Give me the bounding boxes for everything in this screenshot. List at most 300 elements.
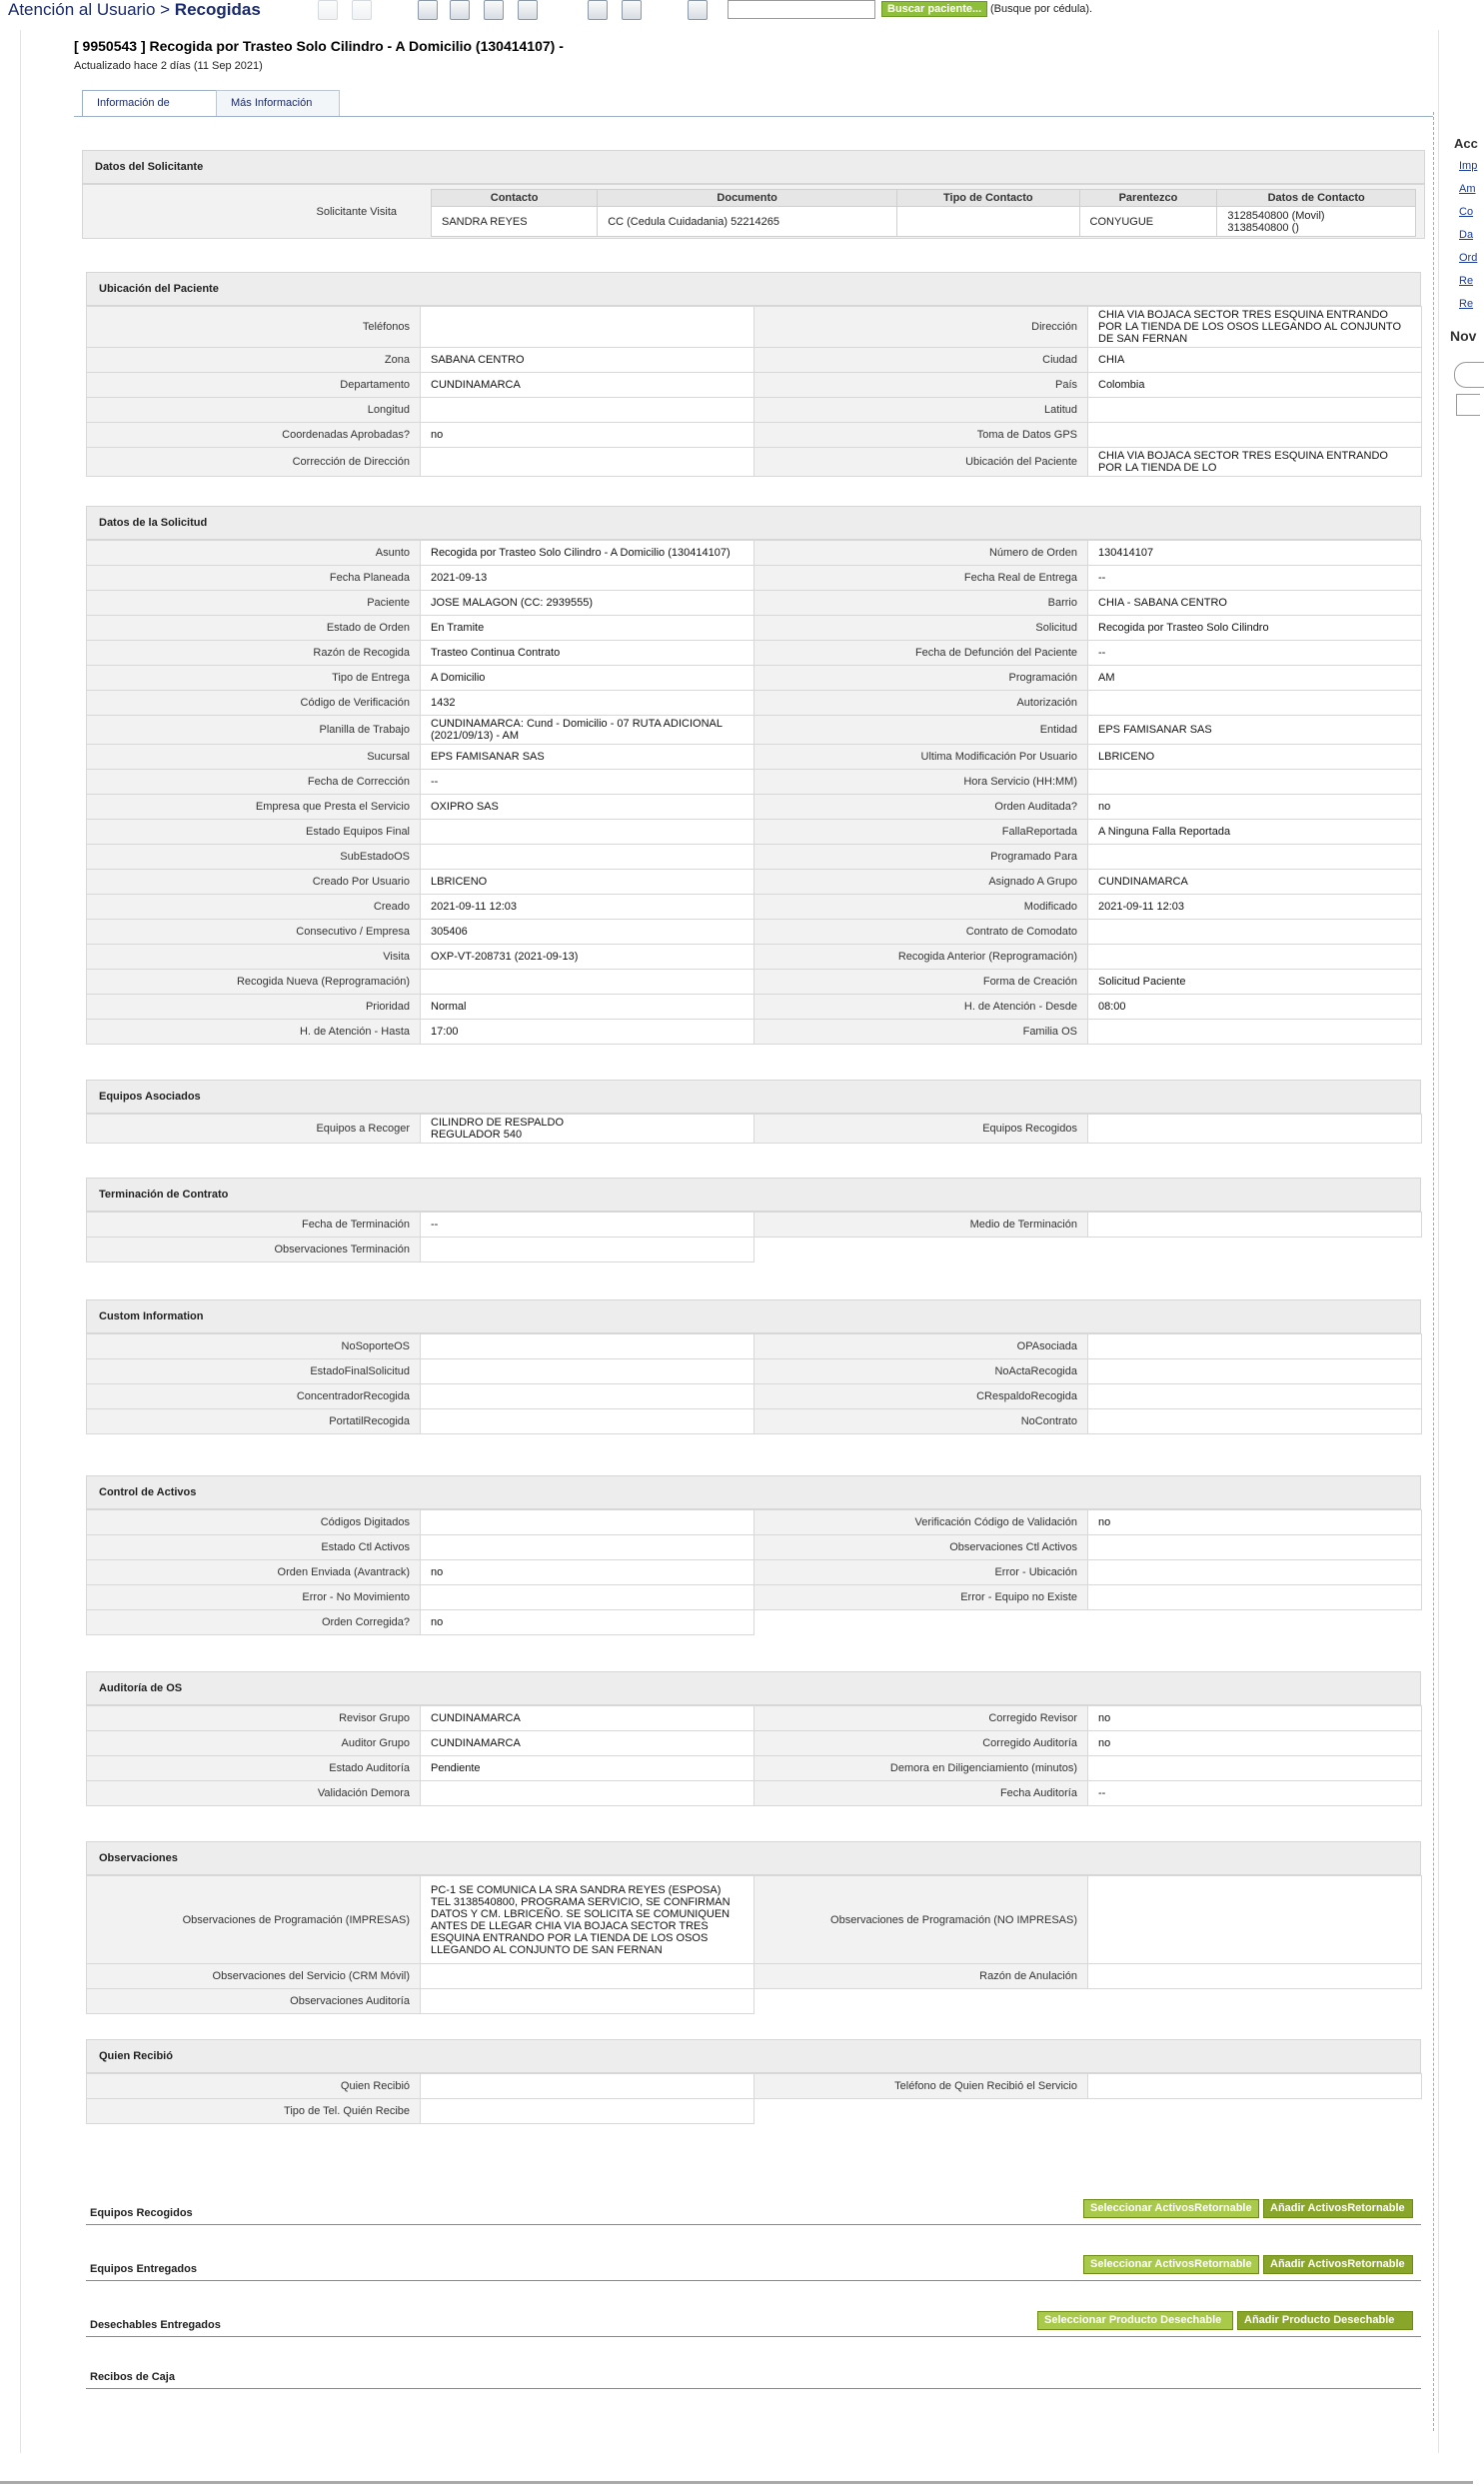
export-icon[interactable] (588, 0, 608, 20)
field-value: Recogida por Trasteo Solo Cilindro - A Domicilio (130414107) (421, 541, 754, 566)
field-label: Teléfonos (87, 307, 421, 348)
field-value: CILINDRO DE RESPALDO REGULADOR 540 (421, 1115, 754, 1144)
section-control-de-activos (86, 1475, 1421, 1635)
right-panel-link[interactable]: Am (1459, 183, 1476, 195)
field-label: Observaciones de Programación (IMPRESAS) (87, 1876, 421, 1964)
field-row (87, 566, 1422, 591)
field-value: CUNDINAMARCA (421, 1706, 754, 1731)
column-header: Tipo de Contacto (897, 190, 1079, 207)
field-label: Equipos Recogidos (754, 1115, 1088, 1144)
section-title: Equipos Asociados (86, 1080, 1421, 1114)
subsection-desechables-entregados (86, 2311, 1421, 2337)
field-label: Tipo de Tel. Quién Recibe (87, 2099, 421, 2124)
field-label: Medio de Terminación (754, 1213, 1088, 1238)
add-button[interactable]: Añadir ActivosRetornable (1263, 2199, 1413, 2218)
field-row (87, 666, 1422, 691)
field-value: CUNDINAMARCA (421, 373, 754, 398)
field-value (421, 1384, 754, 1409)
field-label: Paciente (87, 591, 421, 616)
field-value (421, 1535, 754, 1560)
field-label: Toma de Datos GPS (754, 423, 1088, 448)
field-row (87, 920, 1422, 945)
field-value: no (421, 1560, 754, 1585)
field-label: Corregido Auditoría (754, 1731, 1088, 1756)
footer-divider (0, 2481, 1473, 2484)
field-label: NoContrato (754, 1409, 1088, 1434)
field-row (87, 616, 1422, 641)
field-label: Empresa que Presta el Servicio (87, 795, 421, 820)
field-label: Teléfono de Quien Recibió el Servicio (754, 2074, 1088, 2099)
right-panel-input[interactable] (1454, 362, 1484, 388)
field-label: Coordenadas Aprobadas? (87, 423, 421, 448)
field-row (87, 795, 1422, 820)
field-value (421, 970, 754, 995)
field-row (87, 1706, 1422, 1731)
subsection-title: Desechables Entregados (90, 2319, 221, 2331)
field-label: Revisor Grupo (87, 1706, 421, 1731)
field-label: Asignado A Grupo (754, 870, 1088, 895)
field-value: -- (1088, 566, 1422, 591)
section-solicitante (82, 150, 1425, 239)
section-quien-recibi- (86, 2039, 1421, 2124)
field-label: Observaciones Ctl Activos (754, 1535, 1088, 1560)
select-button[interactable]: Seleccionar Producto Desechable (1037, 2311, 1233, 2330)
field-label: Consecutivo / Empresa (87, 920, 421, 945)
field-value: EPS FAMISANAR SAS (1088, 716, 1422, 745)
subsection-title: Equipos Entregados (90, 2263, 197, 2275)
section-title: Datos del Solicitante (82, 150, 1425, 184)
field-label: PortatilRecogida (87, 1409, 421, 1434)
add-button[interactable]: Añadir ActivosRetornable (1263, 2255, 1413, 2274)
section-custom-information (86, 1299, 1421, 1434)
field-value: Colombia (1088, 373, 1422, 398)
field-row (87, 1334, 1422, 1359)
field-label: Dirección (754, 307, 1088, 348)
field-label: Recogida Anterior (Reprogramación) (754, 945, 1088, 970)
field-value (1088, 945, 1422, 970)
field-value: CUNDINAMARCA (421, 1731, 754, 1756)
field-table (86, 1705, 1422, 1806)
field-row (87, 845, 1422, 870)
field-row (87, 1359, 1422, 1384)
field-label: Ciudad (754, 348, 1088, 373)
field-value (1088, 2074, 1422, 2099)
field-label: Planilla de Trabajo (87, 716, 421, 745)
field-value: LBRICENO (421, 870, 754, 895)
field-value (1088, 1409, 1422, 1434)
field-label: País (754, 373, 1088, 398)
section-title: Auditoría de OS (86, 1671, 1421, 1705)
right-panel-nov: Nov (1450, 328, 1477, 344)
field-value: A Ninguna Falla Reportada (1088, 820, 1422, 845)
section-title: Quien Recibió (86, 2039, 1421, 2073)
field-row (87, 1964, 1422, 1989)
right-panel-title: Acc (1454, 136, 1478, 151)
field-value (1088, 1756, 1422, 1781)
field-row (87, 591, 1422, 616)
subsection-equipos-entregados (86, 2255, 1421, 2281)
field-row (87, 820, 1422, 845)
field-value: OXP-VT-208731 (2021-09-13) (421, 945, 754, 970)
field-value: 2021-09-13 (421, 566, 754, 591)
field-value: 2021-09-11 12:03 (421, 895, 754, 920)
section-title: Datos de la Solicitud (86, 506, 1421, 540)
field-row (87, 541, 1422, 566)
section-title: Control de Activos (86, 1475, 1421, 1509)
field-label: Error - Equipo no Existe (754, 1585, 1088, 1610)
search-hint: (Busque por cédula). (990, 3, 1093, 15)
section-observaciones (86, 1841, 1421, 2014)
field-label: Estado de Orden (87, 616, 421, 641)
field-value: -- (1088, 1781, 1422, 1806)
field-label: Ultima Modificación Por Usuario (754, 745, 1088, 770)
edit-icon[interactable] (352, 0, 372, 20)
field-table (86, 540, 1422, 1045)
empty-cell (1088, 1989, 1422, 2014)
right-panel-link[interactable]: Re (1459, 298, 1474, 310)
field-value (1088, 1020, 1422, 1045)
field-row (87, 1585, 1422, 1610)
field-label: Fecha Planeada (87, 566, 421, 591)
field-row (87, 1409, 1422, 1434)
field-label: Estado Equipos Final (87, 820, 421, 845)
field-value: Pendiente (421, 1756, 754, 1781)
field-label: Creado (87, 895, 421, 920)
field-label: Programación (754, 666, 1088, 691)
field-row (87, 945, 1422, 970)
field-label: H. de Atención - Hasta (87, 1020, 421, 1045)
field-value (1088, 691, 1422, 716)
field-label: Entidad (754, 716, 1088, 745)
section-equipos-asociados (86, 1080, 1421, 1144)
field-label: Asunto (87, 541, 421, 566)
subsection-title: Recibos de Caja (90, 2371, 175, 2383)
field-label: CRespaldoRecogida (754, 1384, 1088, 1409)
field-value: JOSE MALAGON (CC: 2939555) (421, 591, 754, 616)
field-label: Auditor Grupo (87, 1731, 421, 1756)
field-row (87, 307, 1422, 348)
field-label: Demora en Diligenciamiento (minutos) (754, 1756, 1088, 1781)
table-cell: SANDRA REYES (432, 207, 598, 237)
field-value: 1432 (421, 691, 754, 716)
field-label: Tipo de Entrega (87, 666, 421, 691)
field-table (86, 1114, 1422, 1144)
field-value: Solicitud Paciente (1088, 970, 1422, 995)
field-value (421, 1409, 754, 1434)
field-label: Estado Auditoría (87, 1756, 421, 1781)
field-label: Programado Para (754, 845, 1088, 870)
field-value: 305406 (421, 920, 754, 945)
field-row (87, 1535, 1422, 1560)
monitor-icon[interactable] (688, 0, 708, 20)
field-label: NoActaRecogida (754, 1359, 1088, 1384)
import-icon[interactable] (622, 0, 642, 20)
field-row (87, 641, 1422, 666)
right-panel-link[interactable]: Imp (1459, 160, 1478, 172)
contact-table (431, 189, 1416, 237)
field-label: Fecha Auditoría (754, 1781, 1088, 1806)
field-label: Quien Recibió (87, 2074, 421, 2099)
field-value: no (421, 1610, 754, 1635)
search-button[interactable]: Buscar paciente... (881, 1, 987, 17)
section-ubicaci-n-del-paciente (86, 272, 1421, 477)
field-label: Solicitud (754, 616, 1088, 641)
field-label: Prioridad (87, 995, 421, 1020)
field-label: Observaciones Terminación (87, 1238, 421, 1262)
field-value: CHIA (1088, 348, 1422, 373)
field-label: Autorización (754, 691, 1088, 716)
field-value (1088, 423, 1422, 448)
field-row (87, 745, 1422, 770)
field-label: Orden Corregida? (87, 1610, 421, 1635)
field-row (87, 2074, 1422, 2099)
field-value: Recogida por Trasteo Solo Cilindro (1088, 616, 1422, 641)
field-table (86, 1333, 1422, 1434)
field-table (86, 306, 1422, 477)
tab-informacion[interactable]: Información de (82, 90, 218, 117)
field-label: OPAsociada (754, 1334, 1088, 1359)
subsection-title: Equipos Recogidos (90, 2207, 193, 2219)
field-value (421, 1585, 754, 1610)
right-sidebar (1433, 112, 1473, 2431)
field-row (87, 770, 1422, 795)
field-value (421, 845, 754, 870)
search-input[interactable] (728, 0, 875, 19)
field-label: Visita (87, 945, 421, 970)
field-label: Fecha de Corrección (87, 770, 421, 795)
field-value (421, 2074, 754, 2099)
section-datos-de-la-solicitud (86, 506, 1421, 1045)
calculator-icon[interactable] (484, 0, 504, 20)
field-label: Error - No Movimiento (87, 1585, 421, 1610)
field-value (1088, 1334, 1422, 1359)
table-cell: 3128540800 (Movil) 3138540800 () (1217, 207, 1416, 237)
field-value (1088, 1384, 1422, 1409)
field-value (421, 820, 754, 845)
select-button[interactable]: Seleccionar ActivosRetornable (1083, 2255, 1259, 2274)
field-row (87, 1781, 1422, 1806)
field-value: AM (1088, 666, 1422, 691)
field-label: SubEstadoOS (87, 845, 421, 870)
field-label: H. de Atención - Desde (754, 995, 1088, 1020)
empty-cell (754, 2099, 1088, 2124)
table-cell: CC (Cedula Cuidadania) 52214265 (598, 207, 897, 237)
field-value: -- (421, 1213, 754, 1238)
field-value (1088, 1560, 1422, 1585)
field-value: EPS FAMISANAR SAS (421, 745, 754, 770)
field-label: Observaciones Auditoría (87, 1989, 421, 2014)
field-value (421, 1781, 754, 1806)
field-value (1088, 1213, 1422, 1238)
field-row (87, 1731, 1422, 1756)
field-row (87, 1560, 1422, 1585)
column-header: Datos de Contacto (1217, 190, 1416, 207)
field-table (86, 2073, 1422, 2124)
empty-cell (754, 1610, 1088, 1635)
field-row (87, 1876, 1422, 1964)
section-title: Terminación de Contrato (86, 1178, 1421, 1212)
field-value: SABANA CENTRO (421, 348, 754, 373)
breadcrumb-root[interactable]: Atención al Usuario (8, 0, 156, 19)
field-label: Contrato de Comodato (754, 920, 1088, 945)
field-value (1088, 845, 1422, 870)
field-value: LBRICENO (1088, 745, 1422, 770)
field-value: 08:00 (1088, 995, 1422, 1020)
field-value (421, 1989, 754, 2014)
field-row (87, 373, 1422, 398)
field-value: OXIPRO SAS (421, 795, 754, 820)
field-label: Orden Auditada? (754, 795, 1088, 820)
field-label: Razón de Anulación (754, 1964, 1088, 1989)
select-button[interactable]: Seleccionar ActivosRetornable (1083, 2199, 1259, 2218)
empty-cell (1088, 2099, 1422, 2124)
field-label: Recogida Nueva (Reprogramación) (87, 970, 421, 995)
field-value: no (1088, 1731, 1422, 1756)
field-label: Razón de Recogida (87, 641, 421, 666)
field-row (87, 1756, 1422, 1781)
field-row (87, 870, 1422, 895)
field-label: Longitud (87, 398, 421, 423)
section-auditor-a-de-os (86, 1671, 1421, 1806)
table-cell: CONYUGUE (1079, 207, 1217, 237)
field-label: Observaciones de Programación (NO IMPRESAS) (754, 1876, 1088, 1964)
field-row (87, 448, 1422, 477)
field-table (86, 1212, 1422, 1262)
field-label: Observaciones del Servicio (CRM Móvil) (87, 1964, 421, 1989)
field-value: CHIA - SABANA CENTRO (1088, 591, 1422, 616)
field-label: Fecha de Terminación (87, 1213, 421, 1238)
breadcrumb (8, 0, 261, 20)
field-value (421, 1510, 754, 1535)
field-value: 130414107 (1088, 541, 1422, 566)
field-row (87, 1115, 1422, 1144)
right-panel-checkbox[interactable] (1456, 394, 1480, 416)
field-label: Verificación Código de Validación (754, 1510, 1088, 1535)
field-value: 2021-09-11 12:03 (1088, 895, 1422, 920)
section-title: Ubicación del Paciente (86, 272, 1421, 306)
field-row (87, 1020, 1422, 1045)
field-row (87, 1510, 1422, 1535)
field-label: NoSoporteOS (87, 1334, 421, 1359)
field-value (421, 1964, 754, 1989)
add-button[interactable]: Añadir Producto Desechable (1237, 2311, 1413, 2330)
field-label: FallaReportada (754, 820, 1088, 845)
field-table (86, 1509, 1422, 1635)
field-value: CHIA VIA BOJACA SECTOR TRES ESQUINA ENTRANDO POR LA TIENDA DE LO (1088, 448, 1422, 477)
field-label: Error - Ubicación (754, 1560, 1088, 1585)
field-label: Zona (87, 348, 421, 373)
tab-mas-informacion[interactable]: Más Información (216, 90, 340, 116)
field-label: Estado Ctl Activos (87, 1535, 421, 1560)
field-value: Normal (421, 995, 754, 1020)
field-row (87, 895, 1422, 920)
subsection-recibos-de-caja (86, 2363, 1421, 2389)
field-value (421, 398, 754, 423)
print-icon[interactable] (318, 0, 338, 20)
field-value (1088, 1115, 1422, 1144)
field-row (87, 398, 1422, 423)
field-value (421, 448, 754, 477)
field-label: Departamento (87, 373, 421, 398)
field-label: Ubicación del Paciente (754, 448, 1088, 477)
field-label: EstadoFinalSolicitud (87, 1359, 421, 1384)
field-value (1088, 770, 1422, 795)
clock-icon[interactable] (418, 0, 438, 20)
right-panel-link[interactable]: Co (1459, 206, 1474, 218)
updated-text: Actualizado hace 2 días (11 Sep 2021) (74, 60, 263, 72)
field-value (1088, 920, 1422, 945)
field-row (87, 970, 1422, 995)
field-label: Forma de Creación (754, 970, 1088, 995)
field-row (87, 423, 1422, 448)
section-terminaci-n-de-contrato (86, 1178, 1421, 1262)
empty-cell (1088, 1610, 1422, 1635)
field-value (1088, 1359, 1422, 1384)
field-row (87, 1610, 1422, 1635)
field-label: Códigos Digitados (87, 1510, 421, 1535)
field-value: En Tramite (421, 616, 754, 641)
column-header: Documento (598, 190, 897, 207)
field-label: Creado Por Usuario (87, 870, 421, 895)
field-value (1088, 1535, 1422, 1560)
field-row (87, 995, 1422, 1020)
field-value: no (421, 423, 754, 448)
solicitante-label: Solicitante Visita (316, 206, 397, 218)
field-label: Latitud (754, 398, 1088, 423)
field-label: Modificado (754, 895, 1088, 920)
field-value (1088, 1585, 1422, 1610)
field-label: Equipos a Recoger (87, 1115, 421, 1144)
field-row (87, 1238, 1422, 1262)
subsection-equipos-recogidos (86, 2199, 1421, 2225)
field-value: CUNDINAMARCA: Cund - Domicilio - 07 RUTA ADICIONAL (2021/09/13) - AM (421, 716, 754, 745)
table-cell (897, 207, 1079, 237)
empty-cell (754, 1989, 1088, 2014)
download-icon[interactable] (518, 0, 538, 20)
field-value: A Domicilio (421, 666, 754, 691)
field-label: Familia OS (754, 1020, 1088, 1045)
field-label: Orden Enviada (Avantrack) (87, 1560, 421, 1585)
field-row (87, 716, 1422, 745)
field-value: no (1088, 1706, 1422, 1731)
field-value (421, 1359, 754, 1384)
right-panel-link[interactable]: Re (1459, 275, 1474, 287)
tab-divider (74, 116, 1433, 117)
column-header: Parentezco (1079, 190, 1217, 207)
field-label: Corrección de Dirección (87, 448, 421, 477)
field-table (86, 1875, 1422, 2014)
field-value: no (1088, 795, 1422, 820)
empty-cell (1088, 1238, 1422, 1262)
field-row (87, 1989, 1422, 2014)
field-value (421, 2099, 754, 2124)
page-title: [ 9950543 ] Recogida por Trasteo Solo Cilindro - A Domicilio (130414107) - (74, 38, 564, 54)
field-label: Código de Verificación (87, 691, 421, 716)
field-value: CUNDINAMARCA (1088, 870, 1422, 895)
right-panel-link[interactable]: Da (1459, 229, 1474, 241)
field-value (421, 1238, 754, 1262)
field-value (1088, 1876, 1422, 1964)
field-label: Hora Servicio (HH:MM) (754, 770, 1088, 795)
right-panel-link[interactable]: Ord (1459, 252, 1478, 264)
field-label: Fecha Real de Entrega (754, 566, 1088, 591)
field-value: -- (1088, 641, 1422, 666)
empty-cell (754, 1238, 1088, 1262)
field-label: Validación Demora (87, 1781, 421, 1806)
section-title: Observaciones (86, 1841, 1421, 1875)
column-header: Contacto (432, 190, 598, 207)
notepad-icon[interactable] (450, 0, 470, 20)
